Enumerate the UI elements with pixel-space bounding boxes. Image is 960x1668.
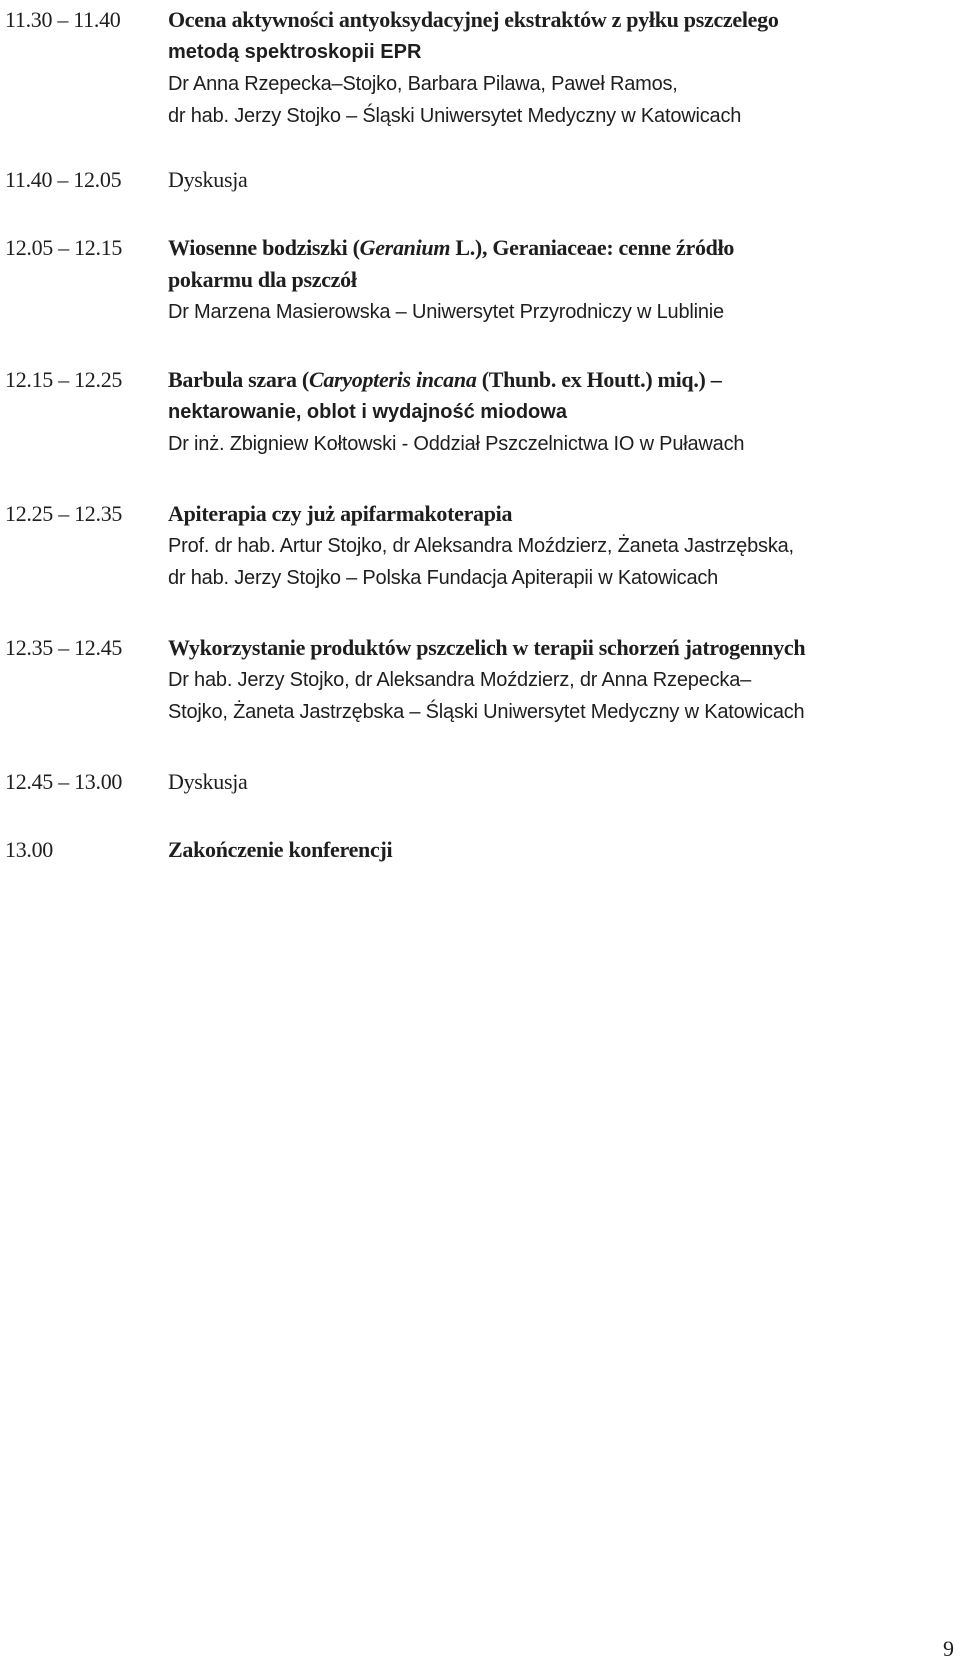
title-part: Wiosenne bodziszki (	[168, 235, 360, 260]
session-content	[168, 164, 958, 196]
session-title: Apiterapia czy już apifarmakoterapia	[168, 501, 513, 526]
session-time: 12.25 – 12.35	[5, 501, 123, 526]
session-authors: Dr hab. Jerzy Stojko, dr Aleksandra Moździerz, dr Anna Rzepecka–	[168, 669, 752, 691]
session-authors: dr hab. Jerzy Stojko – Śląski Uniwersytet Medyczny w Katowicach	[168, 105, 742, 127]
title-part: Barbula szara (	[168, 367, 309, 392]
session-time: 13.00	[5, 837, 54, 862]
session-time: 12.45 – 13.00	[5, 769, 123, 794]
session-authors: Prof. dr hab. Artur Stojko, dr Aleksandra Moździerz, Żaneta Jastrzębska,	[168, 535, 794, 557]
session-time: 11.40 – 12.05	[5, 167, 122, 192]
session-content	[168, 232, 958, 328]
session-title: Ocena aktywności antyoksydacyjnej ekstraktów z pyłku pszczelego	[168, 7, 779, 32]
session-content	[168, 632, 958, 728]
session-authors: Dr inż. Zbigniew Kołtowski - Oddział Pszczelnictwa IO w Puławach	[168, 433, 745, 455]
session-content	[168, 364, 958, 460]
session-title: pokarmu dla pszczół	[168, 267, 357, 292]
session-time: 12.15 – 12.25	[5, 367, 123, 392]
session-title: Wykorzystanie produktów pszczelich w terapii schorzeń jatrogennych	[168, 635, 806, 660]
page-number: 9	[943, 1636, 954, 1661]
session-title	[168, 232, 958, 264]
discussion-label: Dyskusja	[168, 167, 248, 192]
session-authors: dr hab. Jerzy Stojko – Polska Fundacja Apiterapii w Katowicach	[168, 567, 719, 589]
session-authors: Dr Marzena Masierowska – Uniwersytet Przyrodniczy w Lublinie	[168, 301, 724, 323]
session-title	[168, 364, 958, 396]
title-part: (Thunb. ex Houtt.) miq.) –	[476, 367, 722, 392]
session-time: 12.05 – 12.15	[5, 235, 123, 260]
session-content	[168, 834, 958, 866]
species-name: Caryopteris incana	[308, 367, 477, 392]
session-title: nektarowanie, oblot i wydajność miodowa	[168, 401, 567, 423]
session-time: 12.35 – 12.45	[5, 635, 123, 660]
session-authors: Dr Anna Rzepecka–Stojko, Barbara Pilawa, Paweł Ramos,	[168, 73, 678, 95]
species-name: Geranium	[359, 235, 451, 260]
session-time: 11.30 – 11.40	[5, 7, 121, 32]
title-part: L.), Geraniaceae: cenne źródło	[450, 235, 735, 260]
session-content	[168, 766, 958, 798]
session-title: Zakończenie konferencji	[168, 837, 393, 862]
session-title: metodą spektroskopii EPR	[168, 41, 422, 63]
session-content	[168, 498, 958, 594]
session-content	[168, 4, 958, 132]
discussion-label: Dyskusja	[168, 769, 248, 794]
session-authors: Stojko, Żaneta Jastrzębska – Śląski Uniwersytet Medyczny w Katowicach	[168, 701, 805, 723]
